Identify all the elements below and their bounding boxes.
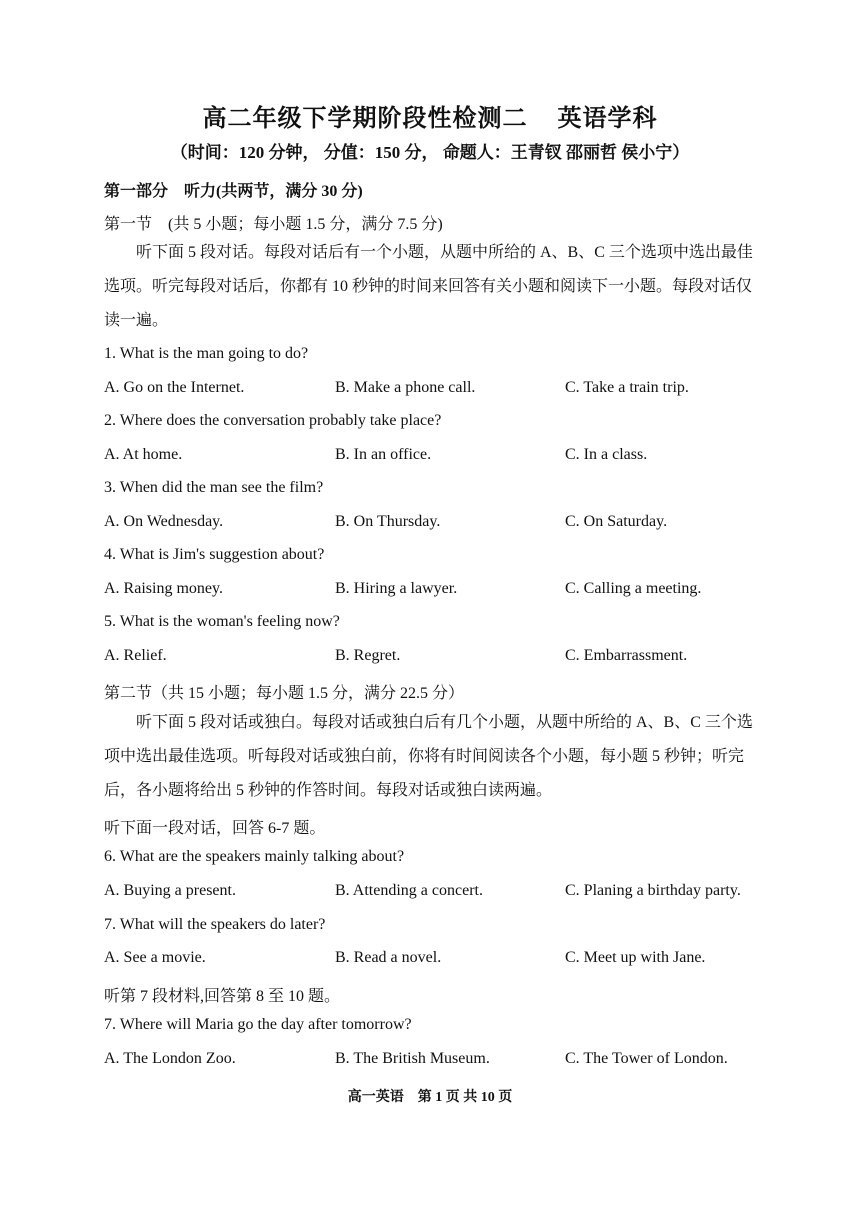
q3-option-a: A. On Wednesday. bbox=[104, 513, 224, 530]
q1-option-b: B. Make a phone call. bbox=[335, 379, 476, 396]
question-5: 5. What is the woman's feeling now? bbox=[104, 613, 340, 630]
q7-option-b: B. Read a novel. bbox=[335, 949, 442, 966]
question-6: 6. What are the speakers mainly talking about? bbox=[104, 848, 405, 865]
q8-option-b: B. The British Museum. bbox=[335, 1050, 490, 1067]
q1-option-c: C. Take a train trip. bbox=[565, 379, 689, 396]
q2-option-b: B. In an office. bbox=[335, 446, 432, 463]
section2-instructions: 听下面 5 段对话或独白。每段对话或独白后有几个小题，从题中所给的 A、B、C 三个选项中选出最佳选项。听每段对话或独白前，你将有时间阅读各个小题，每小题 5 秒钟；听完后，各小题将给出 5 秒钟的作答时间。每段对话或独白读两遍。 bbox=[104, 714, 753, 799]
question-7: 7. What will the speakers do later? bbox=[104, 916, 326, 933]
q6-option-a: A. Buying a present. bbox=[104, 882, 236, 899]
section1-instructions: 听下面 5 段对话。每段对话后有一个小题，从题中所给的 A、B、C 三个选项中选出最佳选项。听完每段对话后，你都有 10 秒钟的时间来回答有关小题和阅读下一小题。每段对话仅读一遍。 bbox=[104, 244, 753, 329]
q6-option-b: B. Attending a concert. bbox=[335, 882, 483, 899]
q2-option-c: C. In a class. bbox=[565, 446, 648, 463]
q5-option-a: A. Relief. bbox=[104, 647, 167, 664]
q5-option-c: C. Embarrassment. bbox=[565, 647, 688, 664]
section2-sub-instruction-1: 听下面一段对话，回答 6-7 题。 bbox=[104, 820, 326, 837]
q1-option-a: A. Go on the Internet. bbox=[104, 379, 245, 396]
exam-info: （时间：120 分钟， 分值：150 分， 命题人：王青钗 邵丽哲 侯小宁） bbox=[170, 143, 690, 162]
section2-heading: 第二节（共 15 小题；每小题 1.5 分，满分 22.5 分） bbox=[104, 685, 465, 702]
section1-heading: 第一节 (共 5 小题；每小题 1.5 分，满分 7.5 分) bbox=[104, 216, 443, 233]
q4-option-a: A. Raising money. bbox=[104, 580, 223, 597]
question-1: 1. What is the man going to do? bbox=[104, 345, 309, 362]
q3-option-c: C. On Saturday. bbox=[565, 513, 668, 530]
page-footer: 高一英语 第 1 页 共 10 页 bbox=[347, 1090, 513, 1105]
q8-option-a: A. The London Zoo. bbox=[104, 1050, 236, 1067]
title-main: 高二年级下学期阶段性检测二 bbox=[202, 106, 528, 132]
q7-option-c: C. Meet up with Jane. bbox=[565, 949, 706, 966]
q4-option-b: B. Hiring a lawyer. bbox=[335, 580, 458, 597]
page-title bbox=[0, 98, 860, 133]
question-2: 2. Where does the conversation probably take place? bbox=[104, 412, 442, 429]
q3-option-b: B. On Thursday. bbox=[335, 513, 441, 530]
q5-option-b: B. Regret. bbox=[335, 647, 401, 664]
section2-sub-instruction-2: 听第 7 段材料,回答第 8 至 10 题。 bbox=[104, 988, 341, 1005]
part1-heading: 第一部分 听力(共两节，满分 30 分) bbox=[104, 183, 363, 200]
q4-option-c: C. Calling a meeting. bbox=[565, 580, 702, 597]
question-4: 4. What is Jim's suggestion about? bbox=[104, 546, 325, 563]
q8-option-c: C. The Tower of London. bbox=[565, 1050, 728, 1067]
q2-option-a: A. At home. bbox=[104, 446, 183, 463]
q6-option-c: C. Planing a birthday party. bbox=[565, 882, 741, 899]
question-8: 7. Where will Maria go the day after tomorrow? bbox=[104, 1016, 412, 1033]
question-3: 3. When did the man see the film? bbox=[104, 479, 324, 496]
title-subject: 英语学科 bbox=[557, 106, 658, 132]
q7-option-a: A. See a movie. bbox=[104, 949, 206, 966]
